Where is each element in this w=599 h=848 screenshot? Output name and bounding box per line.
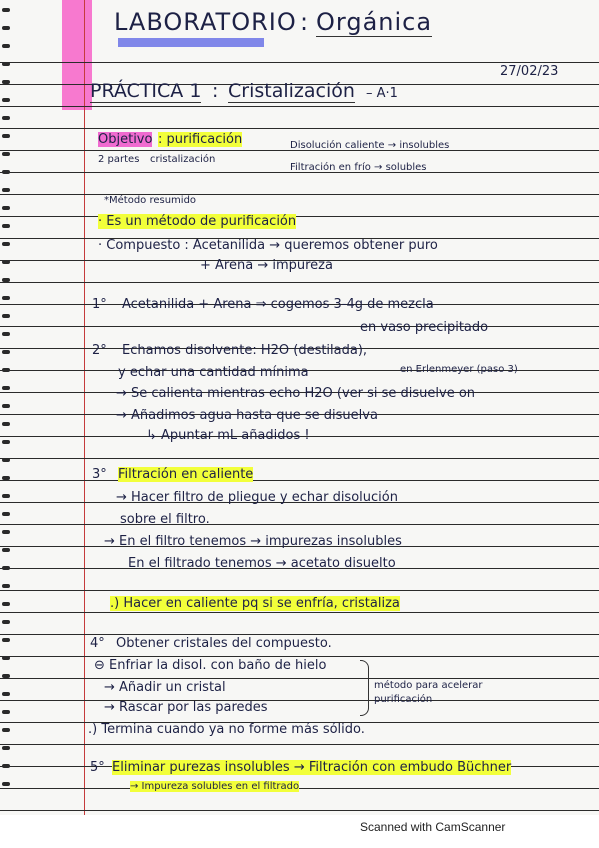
step2-note: en Erlenmeyer (paso 3) [400,364,518,375]
binder-hole [2,44,10,48]
ruled-line [0,326,599,327]
title-organica: Orgánica [316,8,433,36]
binder-hole [2,530,10,534]
step3-text-5: .) Hacer en caliente pq si se enfría, cristaliza [110,596,400,611]
ruled-line [0,106,599,107]
step4-note-1: método para acelerar [374,680,483,691]
ruled-line [0,744,599,745]
step4-text-1: ⊖ Enfriar la disol. con baño de hielo [94,658,327,673]
binder-hole [2,134,10,138]
step3-number: 3° [92,467,107,482]
step4-text-3: → Rascar por las paredes [104,700,268,715]
date: 27/02/23 [500,64,559,79]
pink-highlight-tab [62,0,92,110]
ruled-line [0,590,599,591]
binder-hole [2,494,10,498]
binder-hole [2,584,10,588]
ruled-line [0,788,599,789]
binder-hole [2,422,10,426]
step2-number: 2° [92,343,107,358]
step5-number: 5° [90,760,105,775]
step4-note-2: purificación [374,694,433,705]
step5-text-1: Eliminar purezas insolubles → Filtración con embudo Büchner [112,760,512,775]
title-colon: : [300,8,310,36]
binder-hole [2,404,10,408]
method-line-2: · Compuesto : Acetanilida → queremos obtener puro [98,238,438,253]
step4-title: Obtener cristales del compuesto. [116,636,332,651]
step4-text-4: .) Termina cuando ya no forme más sólido. [88,722,365,737]
step3-text-3: → En el filtro tenemos → impurezas insolubles [104,534,402,549]
ruled-line [0,678,599,679]
binder-holes [0,0,14,815]
binder-hole [2,692,10,696]
step2-text-5: ↳ Apuntar mL añadidos ! [146,428,310,443]
binder-hole [2,116,10,120]
binder-hole [2,512,10,516]
ruled-line [0,634,599,635]
binder-hole [2,350,10,354]
ruled-line [0,524,599,525]
binder-hole [2,224,10,228]
binder-hole [2,8,10,12]
scanner-footer: Scanned with CamScanner [360,820,506,834]
practice-title: PRÁCTICA 1 [90,80,202,102]
objective-label: Objetivo [98,132,153,147]
margin-line [84,0,85,815]
ruled-line [0,810,599,811]
binder-hole [2,638,10,642]
objective-cristalizacion: cristalización [150,154,216,165]
ruled-line [0,700,599,701]
method-heading: *Método resumido [104,195,197,206]
practice-code: – A·1 [366,86,398,101]
step4-number: 4° [90,636,105,651]
binder-hole [2,332,10,336]
method-line-3: + Arena → impureza [200,258,333,273]
ruled-line [0,216,599,217]
step3-text-2: sobre el filtro. [120,512,210,527]
ruled-line [0,480,599,481]
binder-hole [2,386,10,390]
ruled-line [0,128,599,129]
binder-hole [2,98,10,102]
step2-text-4: → Añadimos agua hasta que se disuelva [116,408,378,423]
binder-hole [2,440,10,444]
step1-text-2: en vaso precipitado [360,320,489,335]
ruled-line [0,458,599,459]
step3-title: Filtración en caliente [118,467,254,482]
binder-hole [2,152,10,156]
binder-hole [2,602,10,606]
step2-text-3: → Se calienta mientras echo H2O (ver si se disuelve on [116,386,476,401]
binder-hole [2,242,10,246]
step2-text-2: y echar una cantidad mínima [118,365,309,380]
step2-text: Echamos disolvente: H2O (destilada), [122,343,368,358]
binder-hole [2,314,10,318]
binder-hole [2,188,10,192]
step5-text-2: → Impureza solubles en el filtrado [130,781,300,792]
step1-text: Acetanilida + Arena ⇒ cogemos 3-4g de mezcla [122,297,434,312]
binder-hole [2,26,10,30]
binder-hole [2,206,10,210]
step4-text-2: → Añadir un cristal [104,680,226,695]
step1-number: 1° [92,297,107,312]
binder-hole [2,296,10,300]
objective-value: : purificación [158,132,243,147]
ruled-line [0,612,599,613]
binder-hole [2,548,10,552]
ruled-line [0,194,599,195]
step3-text-4: En el filtrado tenemos → acetato disuelto [128,556,396,571]
binder-hole [2,728,10,732]
binder-hole [2,782,10,786]
ruled-line [0,62,599,63]
objective-branch-2: Filtración en frío → solubles [290,162,427,173]
ruled-line [0,282,599,283]
objective-branch-1: Disolución caliente → insolubles [290,140,450,151]
title-highlight [118,38,264,47]
step4-bracket [360,660,369,716]
binder-hole [2,746,10,750]
ruled-line [0,656,599,657]
practice-subtitle: Cristalización [228,80,355,102]
method-line-1: · Es un método de purificación [98,214,297,229]
practice-colon: : [212,80,219,102]
binder-hole [2,710,10,714]
objective-parts: 2 partes [98,154,140,165]
binder-hole [2,620,10,624]
step3-text-1: → Hacer filtro de pliegue y echar disolución [116,490,398,505]
title-laboratorio: LABORATORIO [114,8,297,36]
